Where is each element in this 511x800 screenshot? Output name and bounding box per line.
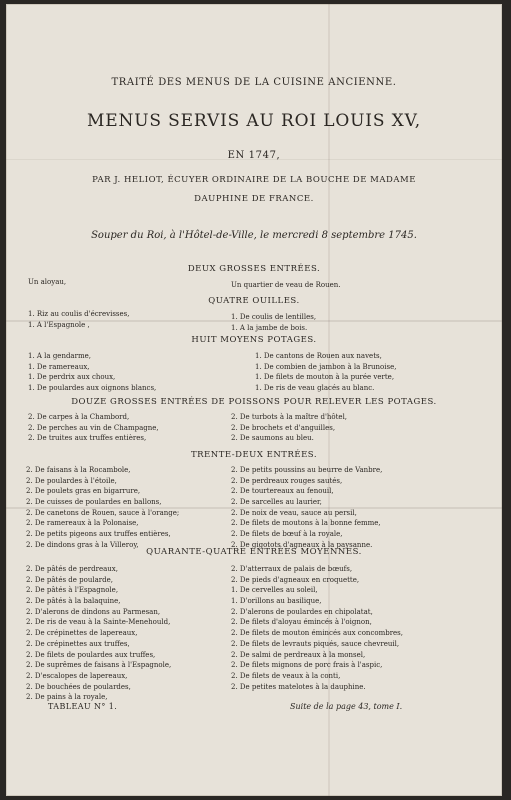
menu-list-right (255, 351, 396, 394)
section-title: DEUX GROSSES ENTRÉES. (187, 264, 321, 274)
menu-item: 2. De bouchées de poulardes, (26, 682, 131, 691)
menu-item: 2. De sarcelles au laurier, (231, 498, 322, 507)
menu-item: 1. Riz au coulis d'écrevisses, (28, 310, 130, 318)
treatise-title: TRAITÉ DES MENUS DE LA CUISINE ANCIENNE. (111, 77, 397, 88)
section-title: TRENTE-DEUX ENTRÉES. (190, 450, 318, 460)
menu-item: 1. De combien de jambon à la Brunoise, (255, 362, 397, 371)
menu-item: 1. A l'Espagnole , (28, 320, 90, 329)
menu-item: 1. A la jambe de bois. (231, 323, 308, 332)
menu-item: 1. De poulardes aux oignons blancs, (28, 384, 157, 393)
menu-item: 2. De pâtés de poularde, (26, 575, 113, 584)
menu-item: 2. De filets de levrauts piqués, sauce chevreuil, (231, 639, 400, 648)
menu-item: 2. De filets de veaux à la conti, (231, 671, 341, 680)
year-line: EN 1747, (227, 150, 281, 161)
section-title: QUARANTE-QUATRE ENTRÉES MOYENNES. (146, 547, 362, 557)
menu-item: 2. De petites matelotes à la dauphine. (231, 682, 366, 691)
section-title: DOUZE GROSSES ENTRÉES DE POISSONS POUR RELEVER LES POTAGES. (71, 397, 437, 407)
menu-sheet (6, 4, 502, 796)
menu-item: 1. De ramereaux, (28, 362, 90, 371)
menu-item: 2. De tourtereaux au fenouil, (231, 487, 334, 496)
menu-item: 2. De ris de veau à la Sainte-Menehould, (26, 618, 171, 627)
menu-list-right (231, 564, 403, 692)
menu-list-right (231, 312, 316, 333)
menu-item: 2. De filets de moutons à la bonne femme, (231, 519, 381, 528)
menu-item: 2. De crépinettes de lapereaux, (26, 629, 138, 638)
menu-item: 2. De faisans à la Rocambole, (26, 466, 131, 474)
menu-item: 1. De filets de mouton à la purée verte, (255, 373, 395, 382)
menu-item: 2. De pieds d'agneaux en croquette, (231, 575, 360, 584)
menu-list-left (28, 309, 129, 330)
occasion-line: Souper du Roi, à l'Hôtel-de-Ville, le mercredi 8 septembre 1745. (91, 230, 417, 241)
menu-item: 2. De salmi de perdreaux à la monsel, (231, 650, 366, 659)
menu-item: 2. De filets de poulardes aux truffes, (26, 650, 156, 659)
menu-item: 2. De filets mignons de porc frais à l'aspic, (231, 661, 383, 670)
menu-item: 2. De perches au vin de Champagne, (28, 423, 159, 432)
menu-item: 2. De cuisses de poulardes en ballons, (26, 498, 162, 507)
menu-item: Un quartier de veau de Rouen. (231, 281, 341, 289)
menu-item: 2. De dindons gras à la Villeroy, (26, 540, 139, 549)
menu-item: 2. De pâtés à la balaquine, (26, 597, 121, 606)
menu-item: 2. De turbots à la maître d'hôtel, (231, 413, 348, 421)
menu-item: 2. De gigotots d'agneaux à la paysanne. (231, 540, 373, 549)
menu-item: 2. D'atterraux de palais de bœufs, (231, 565, 353, 573)
menu-item: 2. De suprêmes de faisans à l'Espagnole, (26, 661, 172, 670)
menu-list-left (26, 465, 179, 551)
menu-item: 2. De perdreaux rouges sautés, (231, 476, 343, 485)
menu-item: 2. De pâtés de perdreaux, (26, 565, 118, 573)
section-title: QUATRE OUILLES. (208, 296, 300, 306)
menu-item: 2. De canetons de Rouen, sauce à l'orange; (26, 508, 180, 517)
table-number: TABLEAU N° 1. (48, 702, 118, 711)
menu-item: 2. De ramereaux à la Polonaise, (26, 519, 139, 528)
menu-item: 2. De saumons au bleu. (231, 434, 314, 443)
menu-item: 1. De coulis de lentilles, (231, 313, 317, 321)
byline-continued: DAUPHINE DE FRANCE. (194, 194, 314, 204)
page-title: MENUS SERVIS AU ROI LOUIS XV, (86, 111, 421, 131)
menu-list-right (231, 412, 347, 444)
menu-item: 1. A la gendarme, (28, 352, 91, 360)
menu-item: 2. De filets de bœuf à la royale, (231, 530, 343, 539)
menu-item: 2. De crépinettes aux truffes, (26, 639, 130, 648)
menu-item: 2. De pâtés à l'Espagnole, (26, 586, 119, 595)
menu-item: 2. De poulardes à l'étoile, (26, 476, 117, 485)
menu-item: 1. D'orillons au basilique, (231, 597, 322, 606)
menu-item: 2. De petits poussins au beurre de Vanbre, (231, 466, 383, 474)
menu-list-left (28, 351, 156, 394)
menu-item: 1. De ris de veau glacés au blanc. (255, 384, 375, 393)
menu-item: 2. De truites aux truffes entières, (28, 434, 147, 443)
menu-item: 2. De filets d'aloyau émincés à l'oignon, (231, 618, 372, 627)
menu-item: 1. De cantons de Rouen aux navets, (255, 352, 382, 360)
menu-item: 2. D'escalopes de lapereaux, (26, 671, 128, 680)
menu-item: 2. De carpes à la Chambord, (28, 413, 130, 421)
byline: PAR J. HELIOT, ÉCUYER ORDINAIRE DE LA BOUCHE DE MADAME (92, 175, 416, 185)
section-title: HUIT MOYENS POTAGES. (191, 335, 317, 345)
menu-list-left (28, 412, 159, 444)
menu-item: 2. D'alerons de poulardes en chipolatat, (231, 607, 373, 616)
page-reference: Suite de la page 43, tome I. (290, 702, 403, 711)
menu-item: Un aloyau, (28, 278, 67, 286)
menu-list-right (231, 465, 382, 551)
menu-item: 2. De petits pigeons aux truffes entières, (26, 530, 171, 539)
menu-item: 2. De noix de veau, sauce au persil, (231, 508, 357, 517)
menu-item: 2. D'alerons de dindons au Parmesan, (26, 607, 161, 616)
menu-item: 1. De perdrix aux choux, (28, 373, 116, 382)
menu-item: 2. De filets de mouton émincés aux concombres, (231, 629, 403, 638)
menu-item: 2. De pains à la royale, (26, 693, 108, 702)
menu-item: 2. De brochets et d'anguilles, (231, 423, 336, 432)
menu-item: 2. De poulets gras en bigarrure, (26, 487, 141, 496)
menu-list-left (26, 564, 171, 703)
menu-item: 1. De cervelles au soleil, (231, 586, 318, 595)
